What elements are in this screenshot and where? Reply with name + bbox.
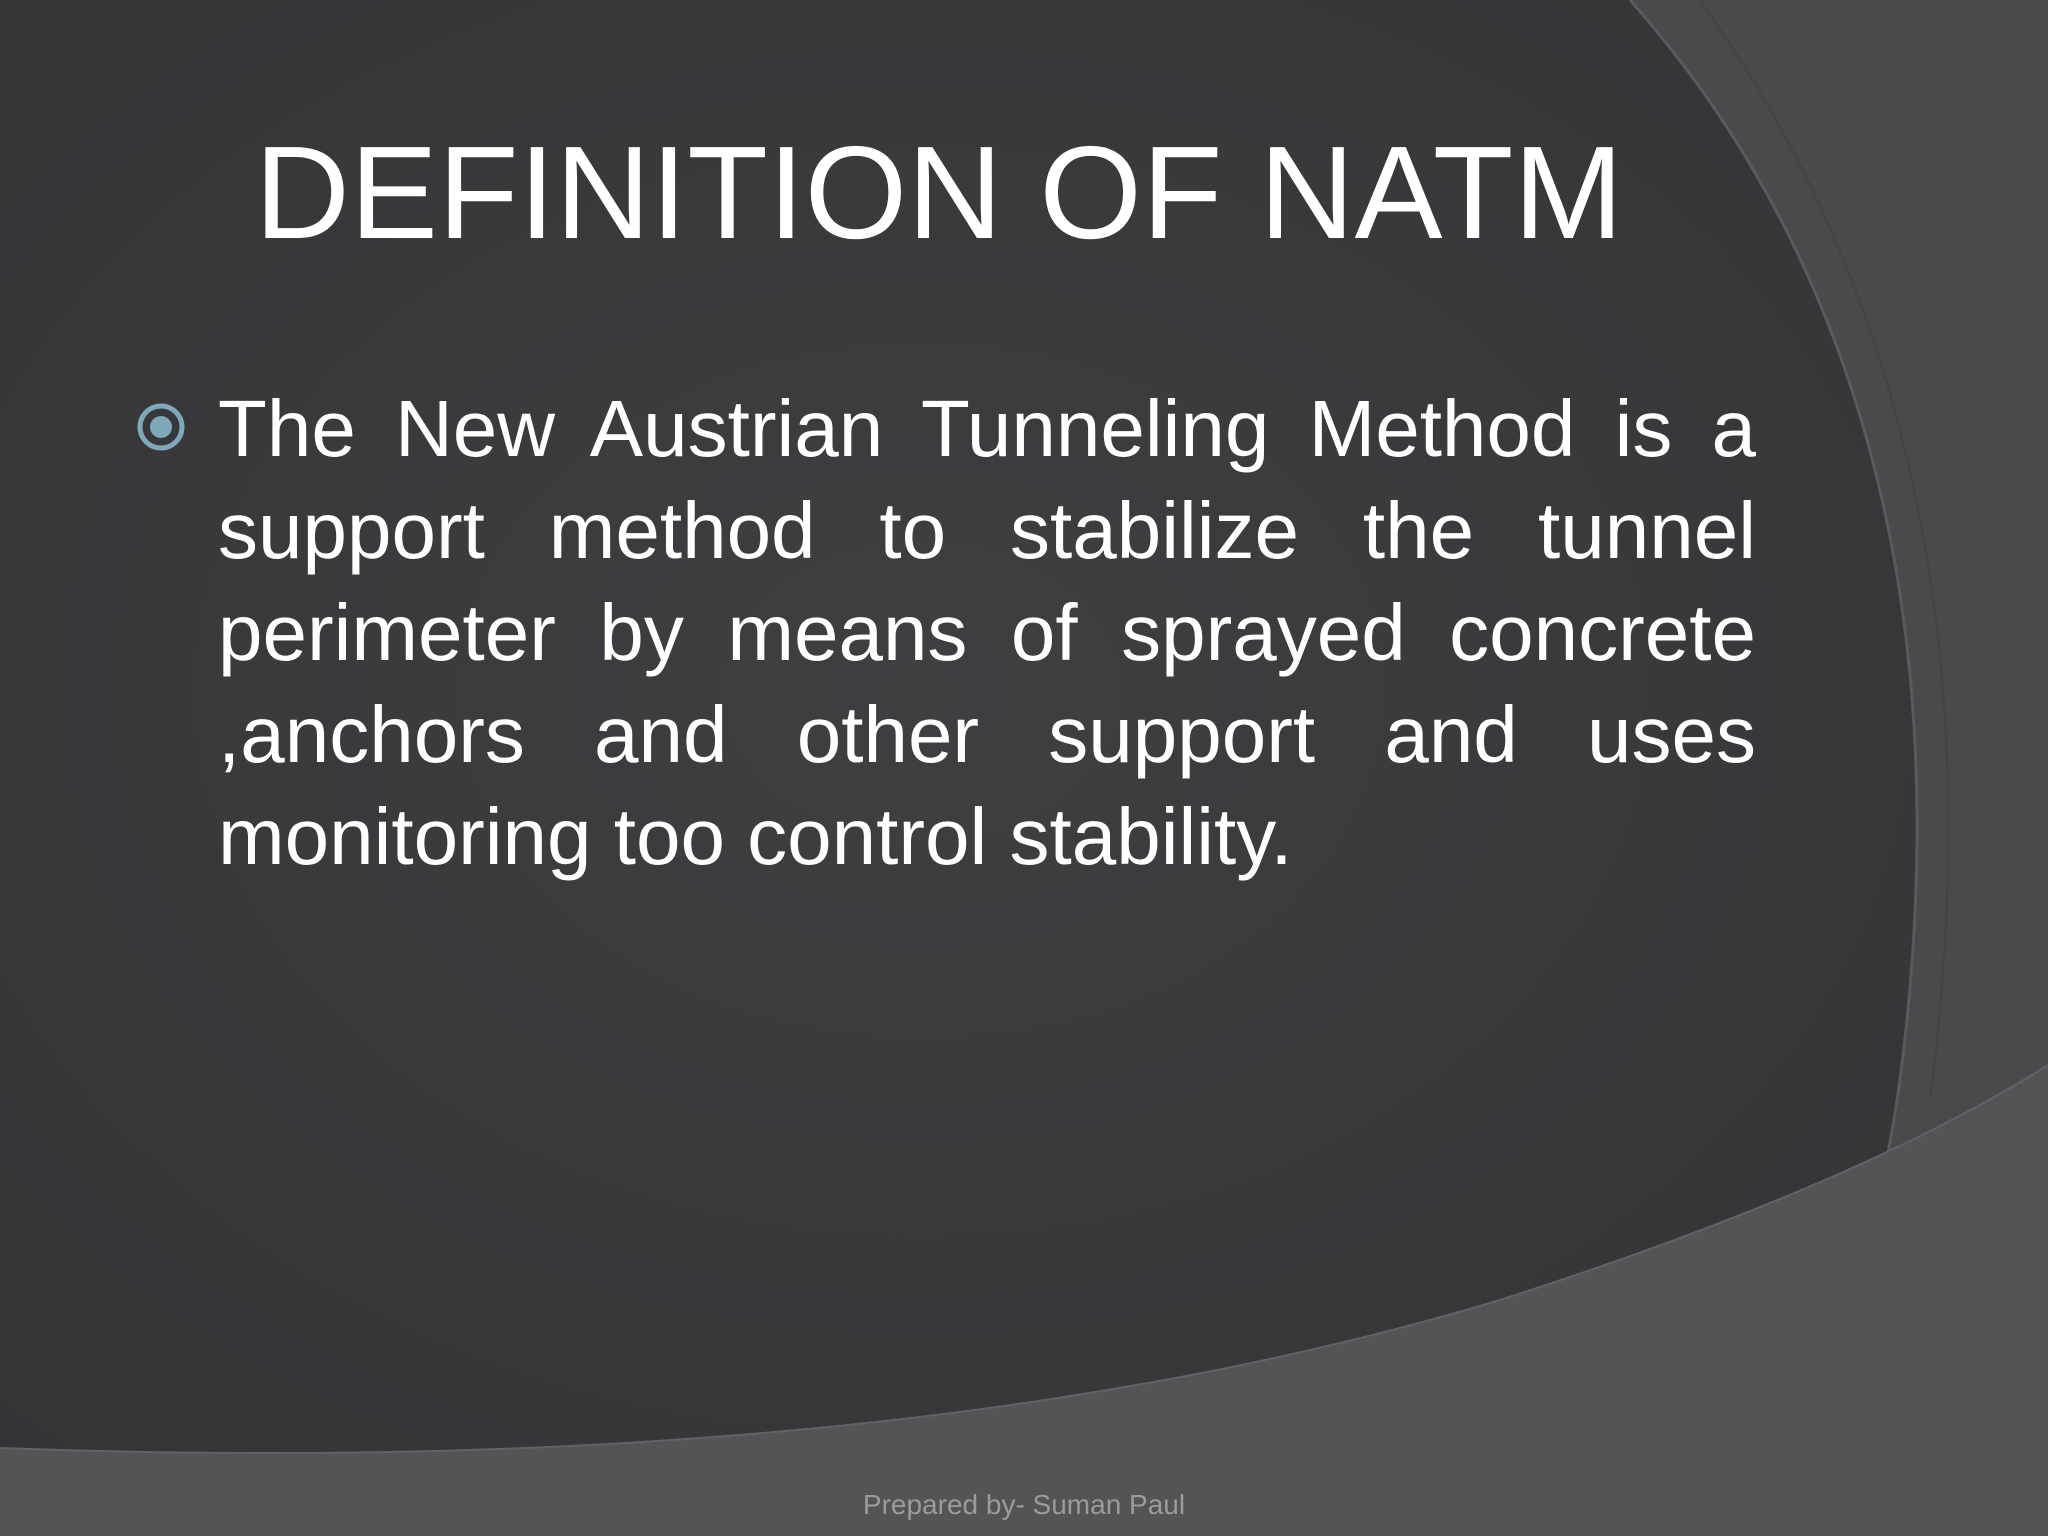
bullet-item [136, 378, 1756, 898]
bullet-text: The New Austrian Tunneling Method is a support method to stabilize the tunnel perimeter by means of sprayed concrete ,anchors and other support and uses monitoring too control stability. [218, 384, 1756, 881]
slide-title: DEFINITION OF NATM [254, 119, 1624, 266]
footer-credit: Prepared by- Suman Paul [862, 1489, 1186, 1520]
circle-dot-bullet-icon [136, 402, 186, 452]
